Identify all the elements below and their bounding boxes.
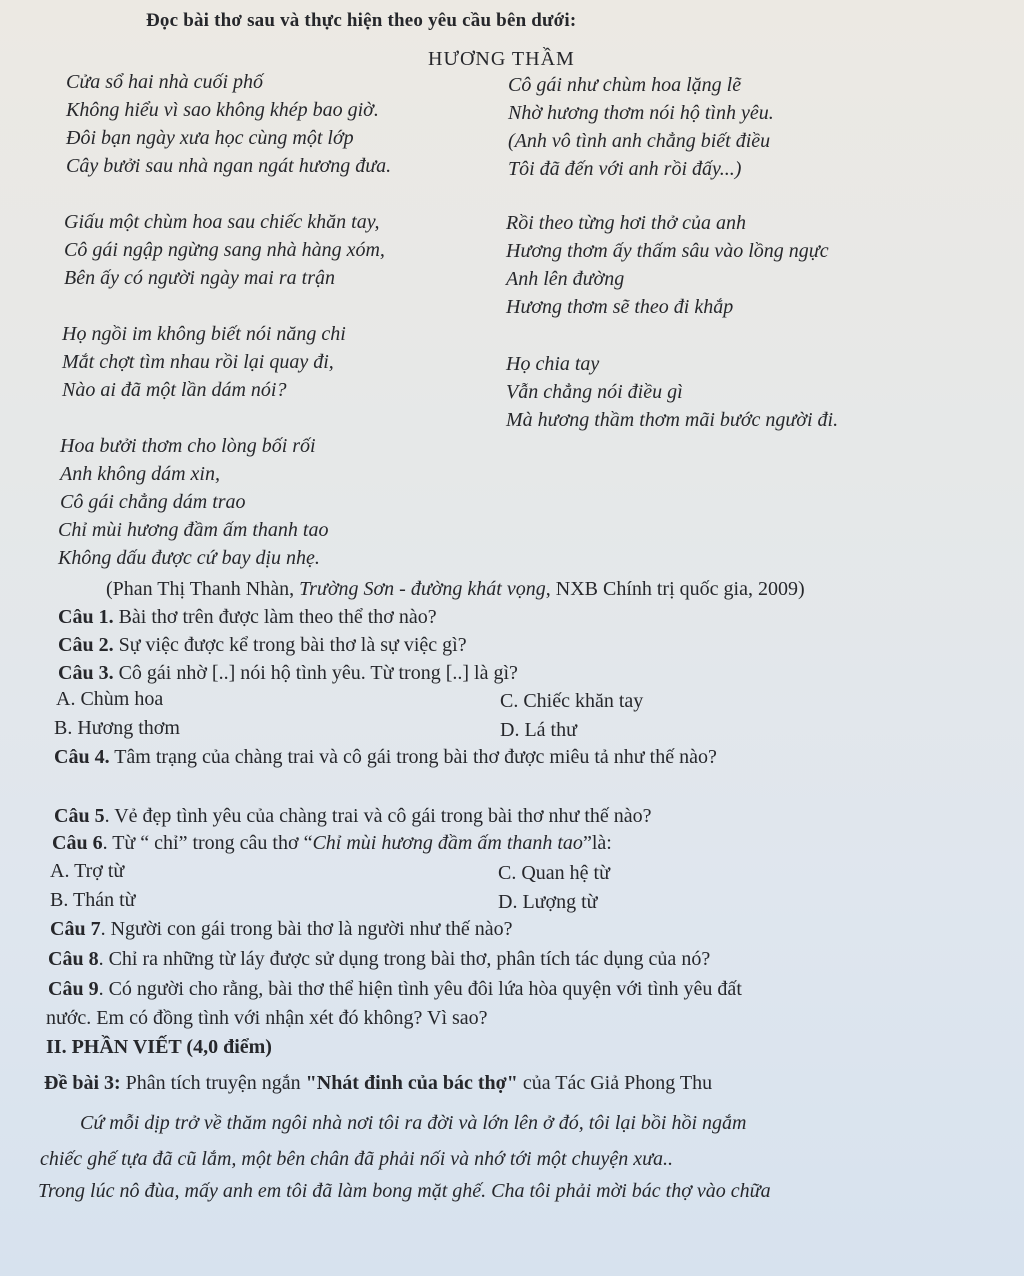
poem-line: Nhờ hương thơm nói hộ tình yêu.: [508, 102, 774, 124]
poem-line: Chỉ mùi hương đầm ấm thanh tao: [58, 519, 329, 541]
story-title: "Nhát đinh của bác thợ": [305, 1072, 518, 1094]
option-a: A. Trợ từ: [50, 860, 125, 882]
poem-line: Hoa bưởi thơm cho lòng bối rối: [60, 435, 316, 457]
quoted-line: Chỉ mùi hương đầm ấm thanh tao: [312, 832, 583, 854]
poem-line: (Anh vô tình anh chẳng biết điều: [508, 130, 771, 152]
option-b: B. Thán từ: [50, 889, 136, 911]
poem-line: Vẫn chẳng nói điều gì: [506, 381, 683, 403]
option-b: B. Hương thơm: [54, 717, 180, 739]
poem-title: HƯƠNG THẦM: [428, 48, 575, 70]
option-d: D. Lá thư: [500, 719, 577, 741]
poem-line: Không hiểu vì sao không khép bao giờ.: [66, 99, 379, 121]
poem-line: Cô gái chẳng dám trao: [60, 491, 246, 513]
question-7: Câu 7. Người con gái trong bài thơ là người như thế nào?: [50, 918, 513, 940]
section-2-heading: II. PHẦN VIẾT (4,0 điểm): [46, 1036, 272, 1058]
source-book: Trường Sơn - đường khát vọng: [299, 578, 546, 600]
poem-line: Giấu một chùm hoa sau chiếc khăn tay,: [64, 211, 380, 233]
poem-line: Nào ai đã một lần dám nói?: [62, 379, 287, 401]
poem-line: Rồi theo từng hơi thở của anh: [506, 212, 747, 234]
question-1: Câu 1. Bài thơ trên được làm theo thể thơ nào?: [58, 606, 437, 628]
option-c: C. Quan hệ từ: [498, 862, 610, 884]
question-9-continued: nước. Em có đồng tình với nhận xét đó không? Vì sao?: [46, 1007, 488, 1029]
poem-line: Hương thơm sẽ theo đi khắp: [506, 296, 734, 318]
question-8: Câu 8. Chỉ ra những từ láy được sử dụng trong bài thơ, phân tích tác dụng của nó?: [48, 948, 711, 970]
poem-line: Mắt chợt tìm nhau rồi lại quay đi,: [62, 351, 334, 373]
question-2: Câu 2. Sự việc được kể trong bài thơ là sự việc gì?: [58, 634, 467, 656]
question-9: Câu 9. Có người cho rằng, bài thơ thể hiện tình yêu đôi lứa hòa quyện với tình yêu đất: [48, 978, 742, 1000]
poem-line: Bên ấy có người ngày mai ra trận: [64, 267, 335, 289]
poem-line: Họ chia tay: [506, 353, 600, 375]
instruction-heading: Đọc bài thơ sau và thực hiện theo yêu cầu bên dưới:: [146, 10, 577, 31]
poem-source: (Phan Thị Thanh Nhàn, Trường Sơn - đường khát vọng, NXB Chính trị quốc gia, 2009): [106, 578, 805, 600]
poem-line: Không dấu được cứ bay dịu nhẹ.: [58, 547, 320, 569]
poem-line: Anh lên đường: [506, 268, 625, 290]
question-3: Câu 3. Cô gái nhờ [..] nói hộ tình yêu. Từ trong [..] là gì?: [58, 662, 518, 684]
excerpt-line: chiếc ghế tựa đã cũ lắm, một bên chân đã phải nối và nhớ tới một chuyện xưa..: [40, 1148, 674, 1170]
option-d: D. Lượng từ: [498, 891, 598, 913]
excerpt-line: Trong lúc nô đùa, mấy anh em tôi đã làm bong mặt ghế. Cha tôi phải mời bác thợ vào chữa: [38, 1180, 771, 1202]
poem-line: Đôi bạn ngày xưa học cùng một lớp: [66, 127, 354, 149]
poem-line: Hương thơm ấy thấm sâu vào lồng ngực: [506, 240, 829, 262]
poem-line: Cô gái như chùm hoa lặng lẽ: [508, 74, 742, 96]
poem-line: Cửa sổ hai nhà cuối phố: [66, 71, 264, 93]
poem-line: Tôi đã đến với anh rồi đấy...): [508, 158, 742, 180]
question-6: Câu 6. Từ “ chỉ” trong câu thơ “Chỉ mùi hương đầm ấm thanh tao”là:: [52, 832, 612, 854]
poem-line: Cô gái ngập ngừng sang nhà hàng xóm,: [64, 239, 385, 261]
poem-line: Cây bưởi sau nhà ngan ngát hương đưa.: [66, 155, 392, 177]
question-4: Câu 4. Tâm trạng của chàng trai và cô gái trong bài thơ được miêu tả như thế nào?: [54, 746, 717, 768]
poem-line: Mà hương thầm thơm mãi bước người đi.: [506, 409, 839, 431]
poem-line: Họ ngồi im không biết nói năng chi: [62, 323, 346, 345]
question-5: Câu 5. Vẻ đẹp tình yêu của chàng trai và cô gái trong bài thơ như thế nào?: [54, 805, 652, 827]
excerpt-line: Cứ mỗi dịp trở về thăm ngôi nhà nơi tôi ra đời và lớn lên ở đó, tôi lại bồi hồi ngắm: [80, 1112, 747, 1134]
essay-prompt: Đề bài 3: Phân tích truyện ngắn "Nhát đinh của bác thợ" của Tác Giả Phong Thu: [44, 1072, 713, 1094]
option-c: C. Chiếc khăn tay: [500, 690, 644, 712]
option-a: A. Chùm hoa: [56, 688, 164, 710]
poem-line: Anh không dám xin,: [60, 463, 220, 485]
